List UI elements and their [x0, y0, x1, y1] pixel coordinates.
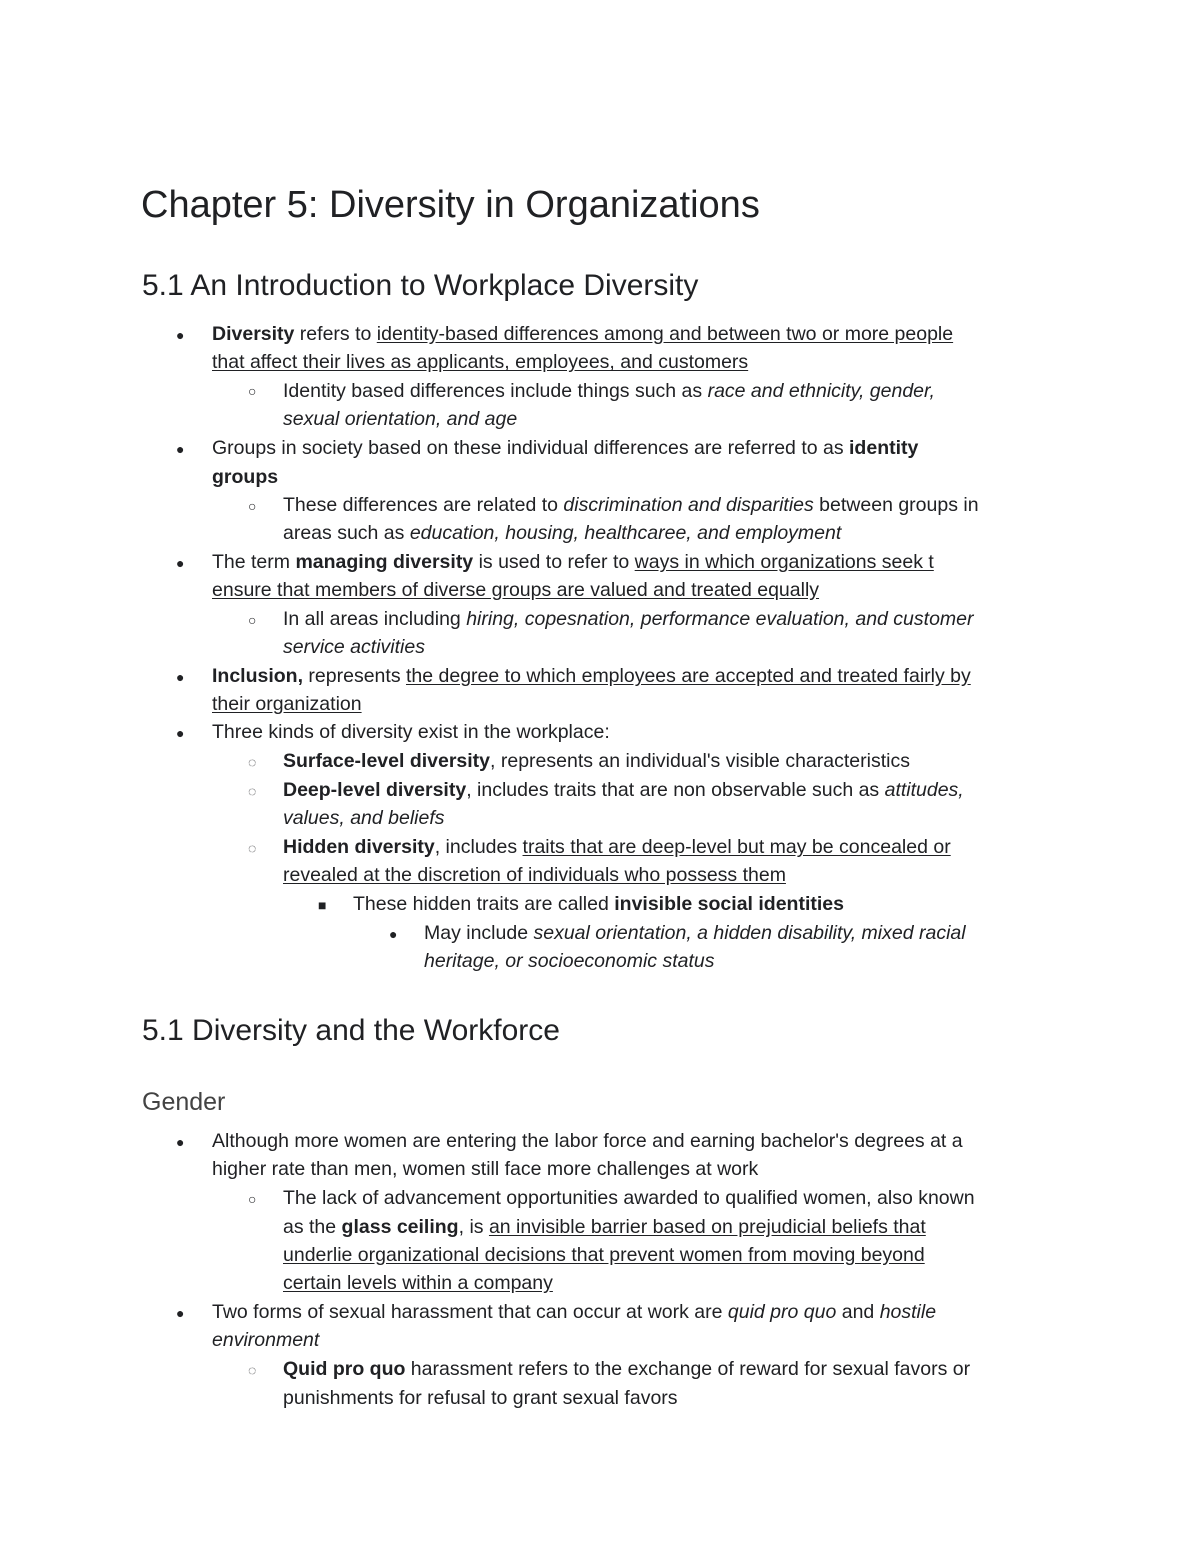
- list-item: Although more women are entering the labor force and earning bachelor's degrees at a: [212, 1130, 963, 1152]
- list-item-continued: revealed at the discretion of individuals who possess them: [283, 864, 786, 886]
- list-item: The term managing diversity is used to refer to ways in which organizations seek t: [212, 551, 934, 573]
- bullet-dotted-circle-icon: ◌: [248, 840, 257, 856]
- list-item-continued: ensure that members of diverse groups are valued and treated equally: [212, 579, 820, 601]
- list-item-continued: that affect their lives as applicants, employees, and customers: [212, 351, 749, 373]
- bullet-circle-icon: ○: [248, 612, 257, 628]
- list-item-continued: groups: [212, 466, 279, 488]
- list-item-continued: their organization: [212, 693, 362, 715]
- list-item: Deep-level diversity, includes traits that are non observable such as attitudes,: [283, 779, 964, 801]
- list-item-continued: environment: [212, 1329, 320, 1351]
- bullet-dotted-circle-icon: ◌: [248, 754, 257, 770]
- bullet-disc-icon: ●: [176, 725, 185, 741]
- list-item: Two forms of sexual harassment that can occur at work are quid pro quo and hostile: [212, 1301, 937, 1323]
- section-heading-workforce: 5.1 Diversity and the Workforce: [142, 1014, 560, 1047]
- list-item-continued: sexual orientation, and age: [283, 408, 518, 430]
- list-item: These differences are related to discrimination and disparities between groups in: [283, 494, 979, 516]
- list-item-continued: service activities: [283, 636, 425, 658]
- bullet-square-icon: ■: [318, 897, 327, 913]
- bullet-disc-icon: ●: [176, 441, 185, 457]
- page-title: Chapter 5: Diversity in Organizations: [141, 184, 760, 226]
- list-item-continued: underlie organizational decisions that prevent women from moving beyond: [283, 1244, 925, 1266]
- list-item: Inclusion, represents the degree to which employees are accepted and treated fairly by: [212, 665, 971, 687]
- list-item: Groups in society based on these individual differences are referred to as identity: [212, 437, 919, 459]
- bullet-circle-icon: ○: [248, 1191, 257, 1207]
- bullet-disc-icon: ●: [176, 669, 185, 685]
- list-item-continued: higher rate than men, women still face more challenges at work: [212, 1158, 759, 1180]
- bullet-disc-icon: ●: [389, 926, 398, 942]
- list-item-continued: certain levels within a company: [283, 1272, 553, 1294]
- list-item-continued: values, and beliefs: [283, 807, 445, 829]
- list-item: In all areas including hiring, copesnation, performance evaluation, and customer: [283, 608, 974, 630]
- list-item: Identity based differences include things such as race and ethnicity, gender,: [283, 380, 935, 402]
- bullet-disc-icon: ●: [176, 1134, 185, 1150]
- list-item-continued: as the glass ceiling, is an invisible barrier based on prejudicial beliefs that: [283, 1216, 926, 1238]
- list-item-continued: heritage, or socioeconomic status: [424, 950, 715, 972]
- list-item: The lack of advancement opportunities awarded to qualified women, also known: [283, 1187, 975, 1209]
- section-heading-intro: 5.1 An Introduction to Workplace Diversity: [142, 269, 699, 302]
- bullet-dotted-circle-icon: ◌: [248, 1362, 257, 1378]
- bullet-disc-icon: ●: [176, 555, 185, 571]
- bullet-disc-icon: ●: [176, 1305, 185, 1321]
- subsection-heading-gender: Gender: [142, 1088, 226, 1116]
- list-item: Three kinds of diversity exist in the workplace:: [212, 721, 610, 743]
- list-item: May include sexual orientation, a hidden disability, mixed racial: [424, 922, 966, 944]
- list-item-continued: punishments for refusal to grant sexual favors: [283, 1387, 678, 1409]
- bullet-dotted-circle-icon: ◌: [248, 783, 257, 799]
- list-item-continued: areas such as education, housing, healthcaree, and employment: [283, 522, 842, 544]
- list-item: These hidden traits are called invisible social identities: [353, 893, 844, 915]
- bullet-circle-icon: ○: [248, 383, 257, 399]
- list-item: Diversity refers to identity-based differences among and between two or more people: [212, 323, 954, 345]
- list-item: Surface-level diversity, represents an individual's visible characteristics: [283, 750, 910, 772]
- bullet-disc-icon: ●: [176, 327, 185, 343]
- list-item: Quid pro quo harassment refers to the exchange of reward for sexual favors or: [283, 1358, 971, 1380]
- bullet-circle-icon: ○: [248, 498, 257, 514]
- list-item: Hidden diversity, includes traits that are deep-level but may be concealed or: [283, 836, 951, 858]
